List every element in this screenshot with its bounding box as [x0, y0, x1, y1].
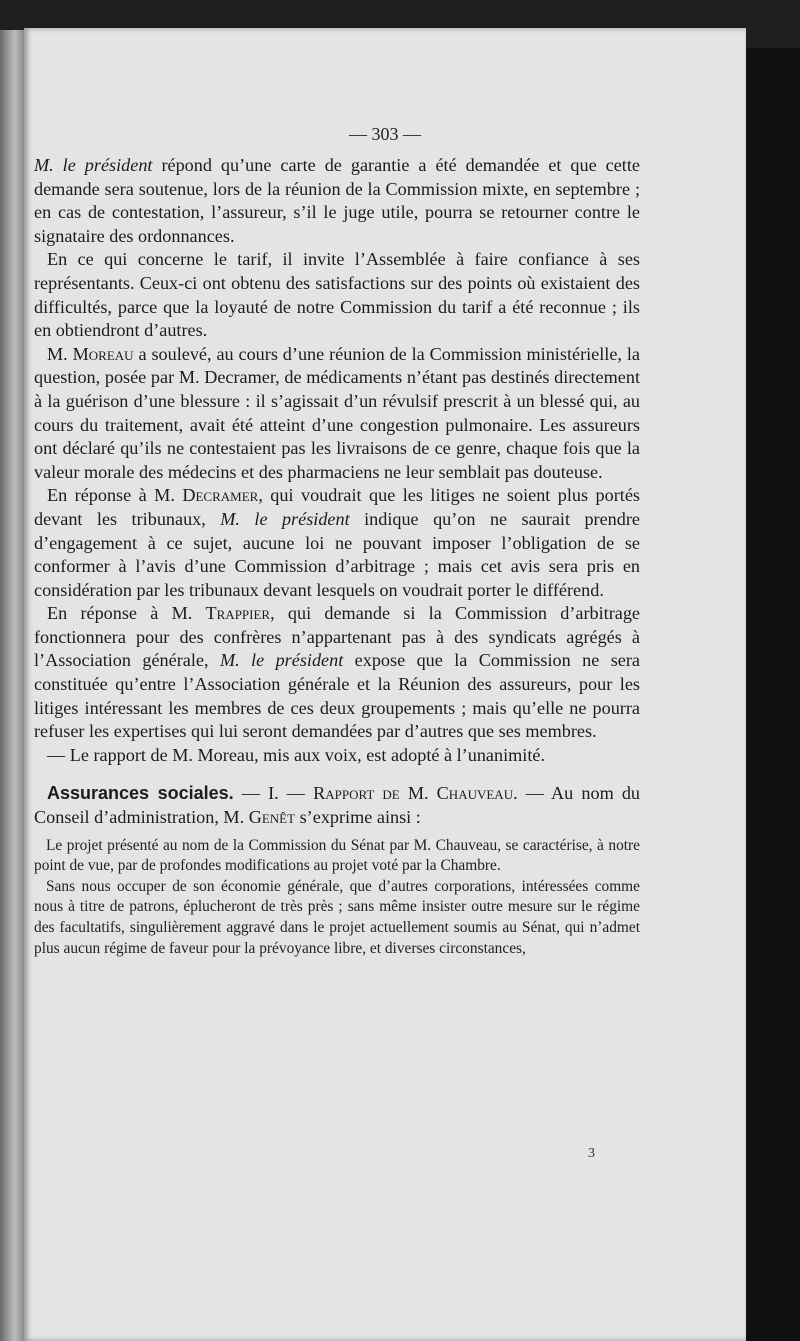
speaker-name: Trappier	[205, 603, 271, 624]
paragraph-lead: M.	[47, 343, 73, 364]
paragraph-text: répond qu’une carte de garantie a été demandée et que cette demande sera soutenue, lors de la réunion de la Commission mixte, en septembre ; en cas de contestation, l’assureur, s’il le juge utile, pourra se retourner contre le signataire des ordonnances.	[34, 155, 640, 246]
paragraph-text: a soulevé, au cours d’une réunion de la Commission ministérielle, la question, posée par M. Decramer, de médicaments n’étant pas destinés directement à la guérison d’une blessure : il s’agissait d’un révulsif prescrit à un blessé qui, au cours du traitement, avait été atteint d’une congestion pulmonaire. Les assureurs ont déclaré qu’ils ne contestaient pas les livraisons de ce genre, chaque fois que la valeur morale des médecins et des pharmaciens ne leur semblait pas douteuse.	[34, 343, 640, 482]
paragraph-decramer	[34, 484, 640, 602]
quote-paragraph: Le projet présenté au nom de la Commission du Sénat par M. Chauveau, se caractérise, à notre point de vue, par de profondes modifications au projet voté par la Chambre.	[34, 836, 640, 875]
italic-speaker: M. le président	[34, 155, 153, 175]
italic-speaker: M. le président	[219, 650, 344, 671]
paragraph-vote: — Le rapport de M. Moreau, mis aux voix, est adopté à l’unanimité.	[47, 744, 546, 765]
book-left-edge	[0, 30, 24, 1341]
paragraph-text: indique qu’on ne saurait prendre d’engagement à ce sujet, aucune loi ne pouvant imposer l’obligation de se conformer à l’avis d’une Commission d’arbitrage ; mais cet avis sera pris en considération par les tribunaux devant lesquels on voudrait porter le différend.	[34, 508, 640, 600]
speaker-name: Decramer	[182, 485, 259, 506]
page-number: — 303 —	[349, 124, 421, 144]
book-page	[24, 28, 746, 1341]
paragraph-trappier	[34, 602, 640, 744]
section-text: — I. —	[233, 783, 314, 804]
section-title: Assurances sociales.	[47, 783, 234, 804]
page-body	[34, 154, 640, 959]
paragraph-text: , qui demande si la Commission d’arbitrage fonctionnera pour des confrères n’appartenant pas à des syndicats agrégés à l’Association générale,	[34, 603, 640, 671]
report-label: Rapport de M. Chauveau.	[313, 783, 518, 804]
speaker-name: Genêt	[248, 807, 296, 828]
paragraph-text: , qui voudrait que les litiges ne soient plus portés devant les tribunaux,	[34, 485, 640, 529]
paragraph-text: expose que la Commission ne sera constituée qu’entre l’Association générale et la Réunion des assureurs, pour les litiges intéressant les membres de ces deux groupements ; mais qu’elle ne pourra refuser les expertises qui lui seront demandées par d’autres que ses membres.	[34, 650, 640, 742]
quote-paragraph: Sans nous occuper de son économie générale, que d’autres corporations, intéressées comme nous à titre de patrons, éplucheront de très près ; sans même insister outre mesure sur le régime des facultatifs, singulièrement aggravé dans le projet actuellement soumis au Sénat, qui n’admet plus aucun régime de faveur pour la prévoyance libre, et diverses circonstances,	[34, 877, 640, 957]
section-heading	[34, 782, 640, 829]
section-text: s’exprime ainsi :	[295, 807, 421, 828]
paragraph-lead: En réponse à M.	[47, 485, 183, 506]
quoted-statement	[34, 836, 640, 960]
paragraph-lead: En réponse à M.	[47, 603, 206, 624]
italic-speaker: M. le président	[220, 508, 350, 529]
signature-mark: 3	[588, 1146, 595, 1161]
scan-background-strip	[746, 48, 800, 1341]
section-text: — Au nom du Conseil d’administration, M.	[34, 783, 641, 828]
paragraph-president-reply	[34, 154, 640, 248]
speaker-name: Moreau	[72, 343, 134, 364]
paragraph-moreau	[34, 343, 640, 485]
paragraph-tarif: En ce qui concerne le tarif, il invite l’Assemblée à faire confiance à ses représentants. Ceux-ci ont obtenu des satisfactions sur des points où existaient des difficultés, parce que la loyauté de notre Commission du tarif a été reconnue ; ils en obtiendront d’autres.	[34, 249, 640, 341]
